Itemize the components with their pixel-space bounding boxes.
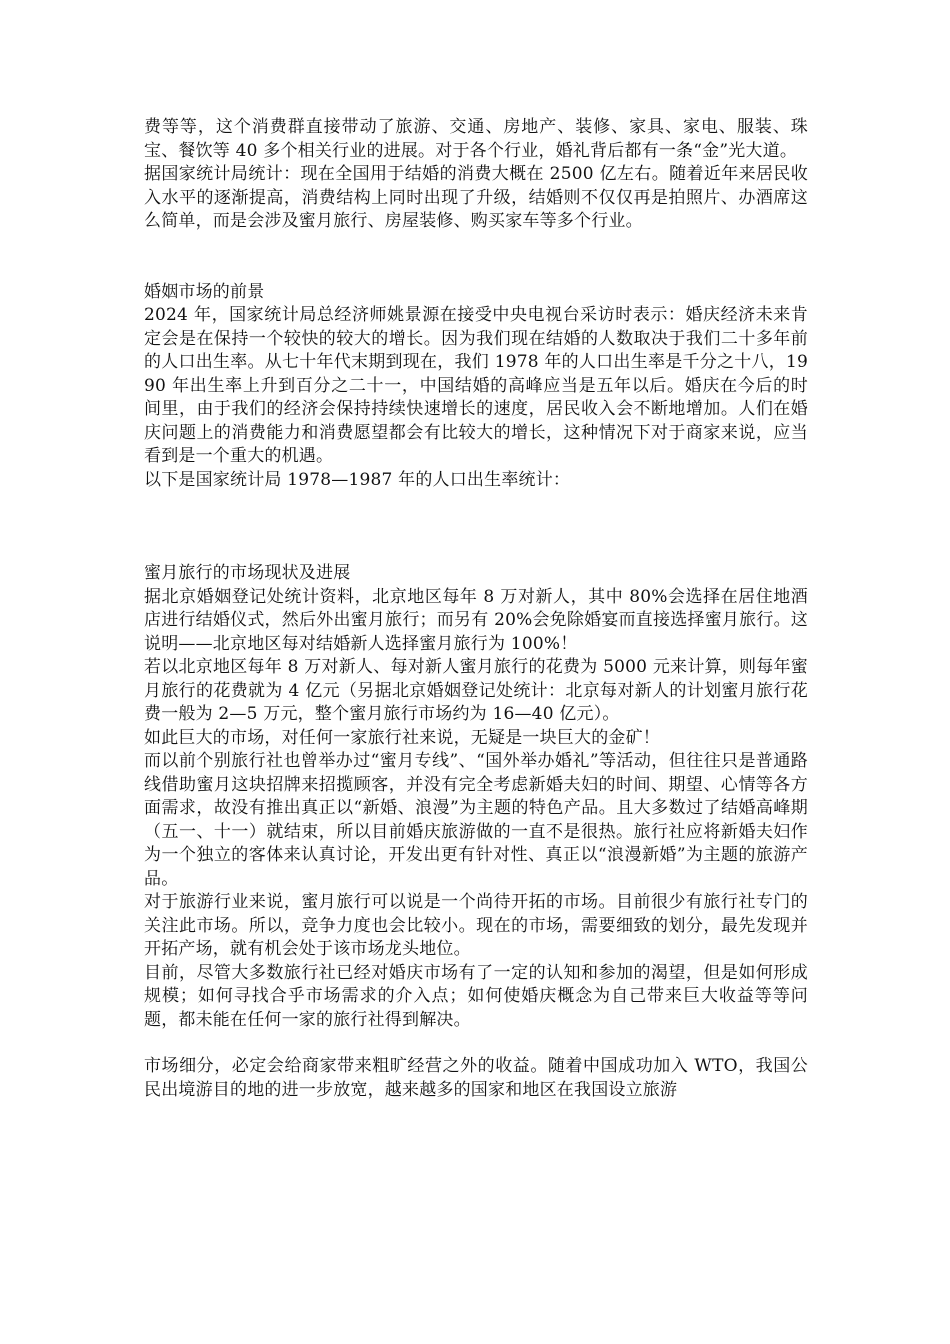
- honeymoon-paragraph-5: 对于旅游行业来说，蜜月旅行可以说是一个尚待开拓的市场。目前很少有旅行社专门的关注此市场。所以，竞争力度也会比较小。现在的市场，需要细致的划分，最先发现并开拓产场，就有机会处于该市场龙头地位。: [144, 892, 808, 959]
- honeymoon-paragraph-3: 如此巨大的市场，对任何一家旅行社来说，无疑是一块巨大的金矿！: [144, 727, 660, 748]
- honeymoon-paragraph-4: 而以前个别旅行社也曾举办过“蜜月专线”、“国外举办婚礼”等活动，但往往只是普通路线借助蜜月这块招牌来招揽顾客，并没有完全考虑新婚夫妇的时间、期望、心情等各方面需求，故没有推出真正以“新婚、浪漫”为主题的特色产品。且大多数过了结婚高峰期（五一、十一）就结束，所以目前婚庆旅游做的一直不是很热。旅行社应将新婚夫妇作为一个独立的客体来认真讨论，开发出更有针对性、真正以“浪漫新婚”为主题的旅游产品。: [144, 751, 808, 889]
- honeymoon-paragraph-6: 目前，尽管大多数旅行社已经对婚庆市场有了一定的认知和参加的渴望，但是如何形成规模；如何寻找合乎市场需求的介入点；如何使婚庆概念为自己带来巨大收益等等问题，都未能在任何一家的旅行社得到解决。: [144, 962, 808, 1030]
- document-page: [144, 116, 808, 1102]
- honeymoon-paragraph-2: 若以北京地区每年 8 万对新人、每对新人蜜月旅行的花费为 5000 元来计算，则每年蜜月旅行的花费就为 4 亿元（另据北京婚姻登记处统计：北京每对新人的计划蜜月旅行花费一般为 2—5 万元，整个蜜月旅行市场约为 16—40 亿元）。: [144, 657, 808, 724]
- intro-paragraph-1: 费等等，这个消费群直接带动了旅游、交通、房地产、装修、家具、家电、服装、珠宝、餐饮等 40 多个相关行业的进展。对于各个行业，婚礼背后都有一条“金”光大道。: [144, 117, 808, 161]
- segment-paragraph-1: 市场细分，必定会给商家带来粗旷经营之外的收益。随着中国成功加入 WTO，我国公民出境游目的地的进一步放宽，越来越多的国家和地区在我国设立旅游: [144, 1056, 808, 1100]
- honeymoon-paragraph-1: 据北京婚姻登记处统计资料，北京地区每年 8 万对新人，其中 80%会选择在居住地酒店进行结婚仪式，然后外出蜜月旅行；而另有 20%会免除婚宴而直接选择蜜月旅行。这说明——北京地区每对结婚新人选择蜜月旅行为 100%！: [144, 586, 808, 654]
- honeymoon-heading: 蜜月旅行的市场现状及进展: [144, 563, 351, 583]
- spacer: [144, 1032, 808, 1055]
- intro-paragraph-2: 据国家统计局统计：现在全国用于结婚的消费大概在 2500 亿左右。随着近年来居民收入水平的逐渐提高，消费结构上同时出现了升级，结婚则不仅仅再是拍照片、办酒席这么简单，而是会涉及蜜月旅行、房屋装修、购买家车等多个行业。: [144, 164, 808, 231]
- spacer: [144, 492, 808, 562]
- prospect-paragraph-2: 以下是国家统计局 1978—1987 年的人口出生率统计：: [144, 469, 571, 490]
- prospect-heading: 婚姻市场的前景: [144, 281, 265, 302]
- spacer: [144, 234, 808, 281]
- prospect-paragraph-1: 2024 年，国家统计局总经济师姚景源在接受中央电视台采访时表示：婚庆经济未来肯定会是在保持一个较快的较大的增长。因为我们现在结婚的人数取决于我们二十多年前的人口出生率。从七十年代末期到现在，我们 1978 年的人口出生率是千分之十八，1990 年出生率上升到百分之二十一，中国结婚的高峰应当是五年以后。婚庆在今后的时间里，由于我们的经济会保持持续快速增长的速度，居民收入会不断地增加。人们在婚庆问题上的消费能力和消费愿望都会有比较大的增长，这种情况下对于商家来说，应当看到是一个重大的机遇。: [144, 305, 808, 466]
